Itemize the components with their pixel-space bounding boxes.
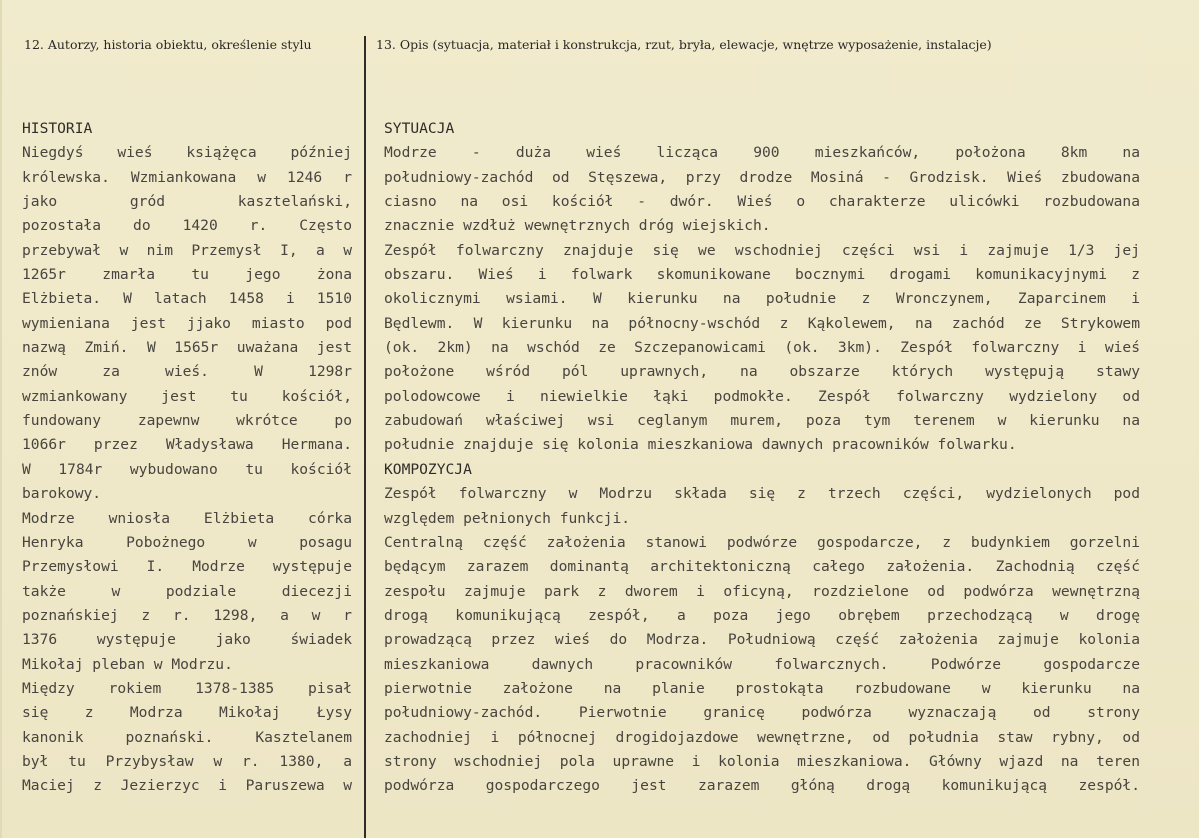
text-line: 1066r przez Władysława Hermana. (22, 436, 352, 454)
text-line: prowadzącą przez wieś do Modrza. Południową część założenia zajmuje kolonia (384, 631, 1140, 649)
text-line: południe znajduje się kolonia mieszkaniowa dawnych pracowników folwarku. (384, 436, 1017, 454)
text-line: poznańskiej z r. 1298, a w r (22, 606, 352, 624)
history-column (22, 117, 352, 799)
text-line: wzmiankowany jest tu kościół, (22, 387, 352, 405)
text-line: okolicznymi wsiami. W kierunku na południe z Wronczynem, Zaparcinem i (384, 290, 1140, 308)
description-column (384, 117, 1140, 799)
text-line: przebywał w nim Przemysł I, a w (22, 241, 352, 259)
text-line: Elżbieta. W latach 1458 i 1510 (22, 290, 352, 308)
text-line: południowy-zachód od Stęszewa, przy drodze Mosiná - Grodzisk. Wieś zbudowana (384, 168, 1140, 186)
text-line: znów za wieś. W 1298r (22, 363, 352, 381)
text-line: wymieniana jest jjako miasto pod (22, 314, 352, 332)
text-line: będącym zarazem dominantą architektoniczną całego założenia. Zachodnią część (384, 558, 1140, 576)
text-line: Centralną część założenia stanowi podwórze gospodarcze, z budynkiem gorzelni (384, 533, 1140, 551)
text-line: południowy-zachód. Pierwotnie granicę podwórza wyznaczają od strony (384, 704, 1140, 722)
section-12-header: 12. Autorzy, historia obiektu, określenie stylu (24, 37, 312, 52)
text-line: W 1784r wybudowano tu kościół (22, 460, 352, 478)
text-line: królewska. Wzmiankowana w 1246 r (22, 168, 352, 186)
text-line: polodowcowe i niewielkie łąki podmokłe. Zespół folwarczny wydzielony od (384, 387, 1140, 405)
text-line: (ok. 2km) na wschód ze Szczepanowicami (ok. 3km). Zespół folwarczny i wieś (384, 339, 1140, 357)
text-line: położone wśród pól uprawnych, na obszarze których występują stawy (384, 363, 1140, 381)
text-line: Modrze - duża wieś licząca 900 mieszkańców, położona 8km na (384, 144, 1140, 162)
text-line: jako gród kasztelański, (22, 193, 352, 211)
text-line: podwórza gospodarczego jest zarazem głóną drogą komunikującą zespół. (384, 777, 1140, 795)
text-line: obszaru. Wieś i folwark skomunikowane bocznymi drogami komunikacyjnymi z (384, 266, 1140, 284)
text-line: Będlewm. W kierunku na północny-wschód z Kąkolewem, na zachód ze Strykowem (384, 314, 1140, 332)
text-line: mieszkaniowa dawnych pracowników folwarcznych. Podwórze gospodarcze (384, 655, 1140, 673)
text-line: względem pełnionych funkcji. (384, 509, 631, 527)
composition-text (384, 482, 1140, 798)
section-13-header: 13. Opis (sytuacja, materiał i konstrukcja, rzut, bryła, elewacje, wnętrze wyposażenie, instalacje) (376, 37, 992, 52)
text-line: Zespół folwarczny w Modrzu składa się z trzech części, wydzielonych pod (384, 485, 1140, 503)
text-line: strony wschodniej pola uprawne i kolonia mieszkaniowa. Główny wjazd na teren (384, 752, 1140, 770)
text-line: także w podziale diecezji (22, 582, 352, 600)
text-line: Maciej z Jezierzyc i Paruszewa w (22, 777, 352, 795)
text-line: pozostała do 1420 r. Często (22, 217, 352, 235)
history-heading: HISTORIA (22, 120, 93, 137)
text-line: zespołu zajmuje park z dworem i oficyną, rozdzielone od podwórza wewnętrzną (384, 582, 1140, 600)
text-line: ciasno na osi kościół - dwór. Wieś o charakterze ulicówki rozbudowana (384, 193, 1140, 211)
text-line: pierwotnie założone na planie prostokąta rozbudowane w kierunku na (384, 679, 1140, 697)
text-line: Zespół folwarczny znajduje się we wschodniej części wsi i zajmuje 1/3 jej (384, 241, 1140, 259)
text-line: Niegdyś wieś książęca później (22, 144, 352, 162)
situation-heading: SYTUACJA (384, 120, 455, 137)
text-line: fundowany zapewnw wkrótce po (22, 412, 352, 430)
text-line: 1265r zmarła tu jego żona (22, 266, 352, 284)
text-line: Przemysłowi I. Modrze występuje (22, 558, 352, 576)
text-line: drogą komunikującą zespół, a poza jego obrębem przechodzącą w drogę (384, 606, 1140, 624)
text-line: zabudowań właściwej wsi ceglanym murem, poza tym terenem w kierunku na (384, 412, 1140, 430)
text-line: znacznie wzdłuż wewnętrznych dróg wiejskich. (384, 217, 771, 235)
text-line: Mikołaj pleban w Modrzu. (22, 655, 233, 673)
text-line: był tu Przybysław w r. 1380, a (22, 752, 352, 770)
composition-heading: KOMPOZYCJA (384, 460, 472, 478)
text-line: nazwą Zmiń. W 1565r uważana jest (22, 339, 352, 357)
text-line: zachodniej i północnej drogidojazdowe wewnętrzne, od południa staw rybny, od (384, 728, 1140, 746)
text-line: kanonik poznański. Kasztelanem (22, 728, 352, 746)
text-line: się z Modrza Mikołaj Łysy (22, 704, 352, 722)
text-line: Henryka Pobożnego w posagu (22, 533, 352, 551)
text-line: Modrze wniosła Elżbieta córka (22, 509, 352, 527)
column-divider (364, 36, 366, 838)
text-line: 1376 występuje jako świadek (22, 631, 352, 649)
history-text (22, 141, 352, 798)
text-line: barokowy. (22, 485, 102, 503)
situation-text (384, 141, 1140, 457)
text-line: Między rokiem 1378-1385 pisał (22, 679, 352, 697)
